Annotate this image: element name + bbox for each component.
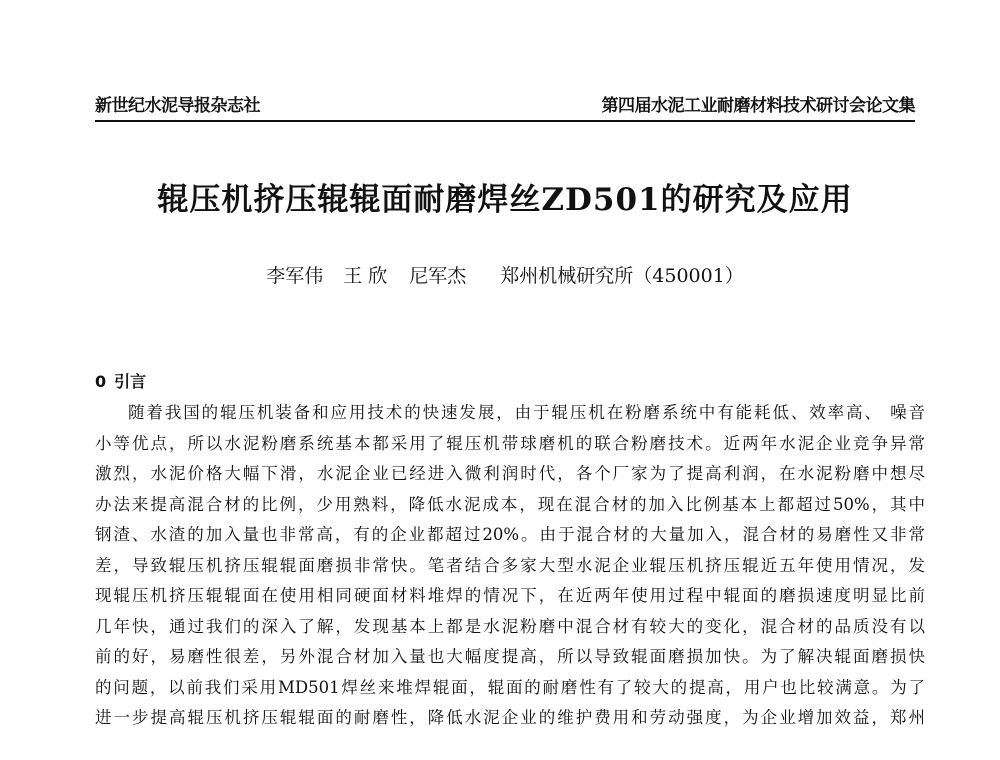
journal-name: 新世纪水泥导报杂志社 xyxy=(95,96,260,116)
proceedings-title: 第四届水泥工业耐磨材料技术研讨会论文集 xyxy=(601,96,915,116)
body-line: 钢渣、水渣的加入量也非常高，有的企业都超过20%。由于混合材的大量加入，混合材的易磨性又非常 xyxy=(95,525,925,544)
body-line: 现辊压机挤压辊辊面在使用相同硬面材料堆焊的情况下，在近两年使用过程中辊面的磨损速度明显比前 xyxy=(95,586,925,605)
author-2: 王 欣 xyxy=(343,265,388,287)
section-title: 引言 xyxy=(114,372,147,391)
running-header xyxy=(95,90,915,120)
body-line: 的问题，以前我们采用MD501焊丝来堆焊辊面，辊面的耐磨性有了较大的提高，用户也比较满意。为了 xyxy=(95,677,925,697)
author-3: 尼军杰 xyxy=(409,265,467,287)
author-1: 李军伟 xyxy=(266,265,324,287)
paper-title: 辊压机挤压辊辊面耐磨焊丝ZD501的研究及应用 xyxy=(157,182,853,218)
body-line: 随着我国的辊压机装备和应用技术的快速发展，由于辊压机在粉磨系统中有能耗低、效率高、 噪音 xyxy=(128,403,925,422)
byline xyxy=(95,262,915,290)
body-paragraph xyxy=(95,398,925,734)
section-heading xyxy=(95,369,146,395)
body-line: 小等优点，所以水泥粉磨系统基本都采用了辊压机带球磨机的联合粉磨技术。近两年水泥企业竞争异常 xyxy=(95,433,925,453)
body-line: 几年快，通过我们的深入了解，发现基本上都是水泥粉磨中混合材有较大的变化，混合材的品质没有以 xyxy=(95,616,925,636)
section-number: 0 xyxy=(95,372,107,391)
body-line: 办法来提高混合材的比例，少用熟料，降低水泥成本，现在混合材的加入比例基本上都超过50%，其中 xyxy=(95,494,925,514)
body-line: 差，导致辊压机挤压辊辊面磨损非常快。笔者结合多家大型水泥企业辊压机挤压辊近五年使用情况，发 xyxy=(95,555,925,575)
body-line: 激烈，水泥价格大幅下滑，水泥企业已经进入微利润时代，各个厂家为了提高利润，在水泥粉磨中想尽 xyxy=(95,464,925,483)
affiliation: 郑州机械研究所（450001） xyxy=(500,265,744,287)
body-line: 前的好，易磨性很差，另外混合材加入量也大幅度提高，所以导致辊面磨损加快。为了解决辊面磨损快 xyxy=(95,647,925,666)
body-line: 进一步提高辊压机挤压辊辊面的耐磨性，降低水泥企业的维护费用和劳动强度，为企业增加效益，郑州 xyxy=(95,708,925,727)
header-rule xyxy=(95,120,915,122)
